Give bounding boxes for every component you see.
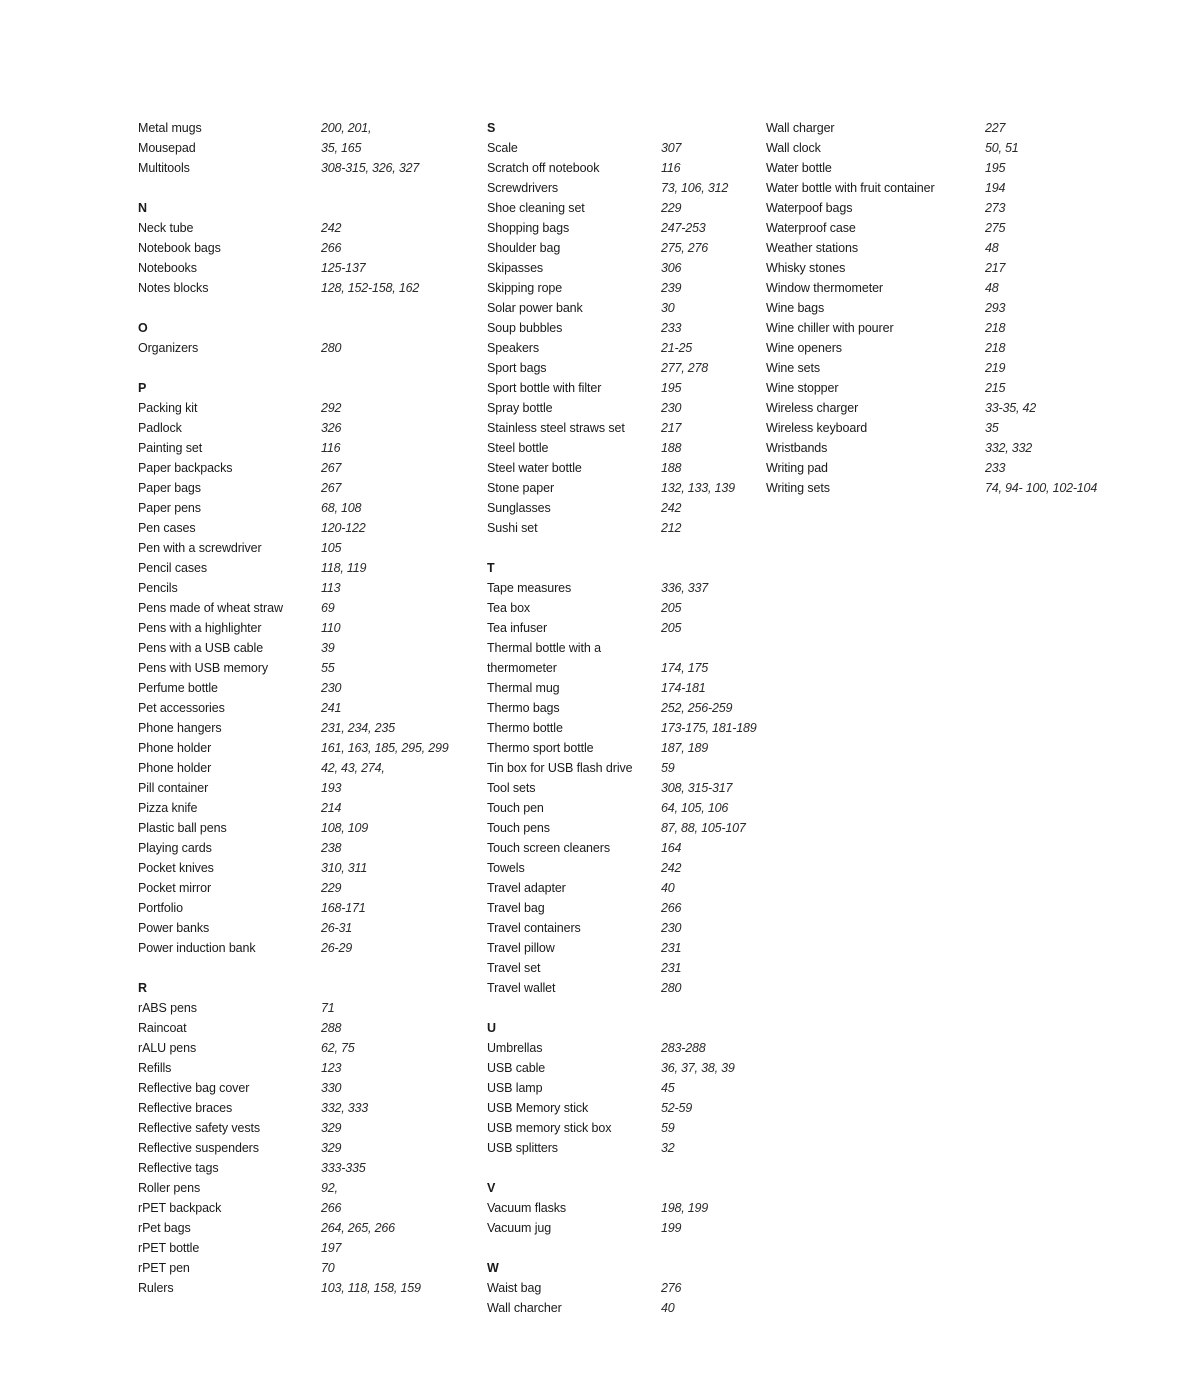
index-page-numbers: 197	[321, 1241, 342, 1255]
index-term: Rulers	[138, 1281, 174, 1295]
index-term: Wireless charger	[766, 401, 859, 415]
index-page-numbers: 267	[321, 461, 342, 475]
index-page-numbers: 33-35, 42	[985, 401, 1037, 415]
index-term: Stone paper	[487, 481, 555, 495]
index-page-numbers: 26-31	[321, 921, 352, 935]
index-term: Pens made of wheat straw	[138, 601, 283, 615]
index-page-numbers: 59	[661, 1121, 675, 1135]
index-term: Pizza knife	[138, 801, 198, 815]
index-term: Vacuum flasks	[487, 1201, 567, 1215]
index-page-numbers: 199	[661, 1221, 682, 1235]
index-term: Water bottle with fruit container	[766, 181, 935, 195]
index-page-numbers: 266	[661, 901, 682, 915]
index-page-numbers: 198, 199	[661, 1201, 709, 1215]
letter-heading-text: S	[487, 121, 496, 135]
index-page-numbers: 125-137	[321, 261, 366, 275]
index-page-numbers: 332, 332	[985, 441, 1033, 455]
index-term: Travel containers	[487, 921, 581, 935]
index-term: Wireless keyboard	[766, 421, 868, 435]
index-page-numbers: 193	[321, 781, 342, 795]
index-page-numbers: 173-175, 181-189	[661, 721, 757, 735]
index-page-numbers: 329	[321, 1141, 342, 1155]
index-term: Notes blocks	[138, 281, 209, 295]
index-page-numbers: 113	[321, 581, 341, 595]
index-term: Sunglasses	[487, 501, 551, 515]
index-page-numbers: 194	[985, 181, 1006, 195]
index-term: Neck tube	[138, 221, 194, 235]
letter-heading-text: T	[487, 561, 495, 575]
index-term: Stainless steel straws set	[487, 421, 625, 435]
index-page-numbers: 280	[321, 341, 342, 355]
index-page-numbers: 36, 37, 38, 39	[661, 1061, 735, 1075]
index-term: Pen cases	[138, 521, 196, 535]
index-term: Travel pillow	[487, 941, 555, 955]
index-page-numbers: 73, 106, 312	[661, 181, 729, 195]
index-page-numbers: 120-122	[321, 521, 366, 535]
index-page-numbers: 59	[661, 761, 675, 775]
index-page-numbers: 267	[321, 481, 342, 495]
index-term: Shoulder bag	[487, 241, 561, 255]
index-page-numbers: 333-335	[321, 1161, 366, 1175]
index-page-numbers: 229	[321, 881, 342, 895]
index-page-numbers: 118, 119	[321, 561, 367, 575]
index-page-numbers: 188	[661, 441, 682, 455]
index-term: Painting set	[138, 441, 203, 455]
index-page-numbers: 70	[321, 1261, 335, 1275]
index-page-numbers: 330	[321, 1081, 342, 1095]
index-term: Wine sets	[766, 361, 820, 375]
index-page-numbers: 52-59	[661, 1101, 692, 1115]
index-term: Pet accessories	[138, 701, 225, 715]
index-term: Spray bottle	[487, 401, 553, 415]
index-page-numbers: 329	[321, 1121, 342, 1135]
index-term: Padlock	[138, 421, 182, 435]
index-term: rPET bottle	[138, 1241, 200, 1255]
index-page-numbers: 283-288	[661, 1041, 706, 1055]
letter-heading-text: W	[487, 1261, 499, 1275]
index-term: Umbrellas	[487, 1041, 543, 1055]
index-page-numbers: 275, 276	[661, 241, 709, 255]
index-page-numbers: 105	[321, 541, 342, 555]
index-page-numbers: 266	[321, 1201, 342, 1215]
index-term: Wine chiller with pourer	[766, 321, 894, 335]
index-page-numbers: 233	[661, 321, 682, 335]
index-term: Portfolio	[138, 901, 183, 915]
index-page-numbers: 275	[985, 221, 1006, 235]
index-term: Metal mugs	[138, 121, 202, 135]
index-term: Tea box	[487, 601, 531, 615]
index-term: Steel water bottle	[487, 461, 582, 475]
index-term: Sushi set	[487, 521, 538, 535]
index-term: Waist bag	[487, 1281, 542, 1295]
index-page-numbers: 231	[661, 941, 682, 955]
index-page-numbers: 68, 108	[321, 501, 362, 515]
index-term: Shopping bags	[487, 221, 570, 235]
index-page-numbers: 42, 43, 274,	[321, 761, 385, 775]
index-term: Pill container	[138, 781, 209, 795]
index-term: Perfume bottle	[138, 681, 218, 695]
index-page-numbers: 64, 105, 106	[661, 801, 729, 815]
index-term: Tea infuser	[487, 621, 548, 635]
index-page-numbers: 108, 109	[321, 821, 369, 835]
index-term: Reflective braces	[138, 1101, 233, 1115]
index-term: thermometer	[487, 661, 557, 675]
index-page-numbers: 231	[661, 961, 682, 975]
index-term: Solar power bank	[487, 301, 583, 315]
index-term: Sport bottle with filter	[487, 381, 602, 395]
index-page-numbers: 241	[321, 701, 342, 715]
index-page-numbers: 229	[661, 201, 682, 215]
index-page-numbers: 164	[661, 841, 682, 855]
index-page-numbers: 242	[321, 221, 342, 235]
index-page-numbers: 30	[661, 301, 675, 315]
index-term: Writing pad	[766, 461, 828, 475]
index-term: Travel wallet	[487, 981, 556, 995]
index-term: Steel bottle	[487, 441, 549, 455]
index-term: rPET pen	[138, 1261, 190, 1275]
index-term: Roller pens	[138, 1181, 201, 1195]
letter-heading-text: V	[487, 1181, 496, 1195]
index-page-numbers: 277, 278	[661, 361, 709, 375]
index-page-numbers: 62, 75	[321, 1041, 355, 1055]
index-page-numbers: 87, 88, 105-107	[661, 821, 746, 835]
index-term: Waterproof case	[766, 221, 856, 235]
index-page-numbers: 21-25	[661, 341, 692, 355]
index-term: Reflective safety vests	[138, 1121, 261, 1135]
index-page-numbers: 230	[661, 921, 682, 935]
index-term: USB Memory stick	[487, 1101, 589, 1115]
index-page-numbers: 50, 51	[985, 141, 1019, 155]
index-term: Travel set	[487, 961, 541, 975]
index-page-numbers: 308, 315-317	[661, 781, 733, 795]
index-term: Wall charger	[766, 121, 835, 135]
index-page-numbers: 239	[661, 281, 682, 295]
index-page-numbers: 195	[661, 381, 682, 395]
index-term: Skipping rope	[487, 281, 563, 295]
index-term: Thermo bags	[487, 701, 560, 715]
index-term: Reflective tags	[138, 1161, 219, 1175]
index-term: Pocket mirror	[138, 881, 212, 895]
index-page-numbers: 218	[985, 341, 1006, 355]
index-page-numbers: 123	[321, 1061, 342, 1075]
index-page-numbers: 266	[321, 241, 342, 255]
index-term: Weather stations	[766, 241, 858, 255]
index-term: Pen with a screwdriver	[138, 541, 262, 555]
index-page-numbers: 227	[985, 121, 1006, 135]
index-page-numbers: 48	[985, 281, 999, 295]
letter-heading-text: P	[138, 381, 147, 395]
index-term: Pens with a highlighter	[138, 621, 262, 635]
index-page-numbers: 288	[321, 1021, 342, 1035]
index-page-numbers: 161, 163, 185, 295, 299	[321, 741, 449, 755]
index-term: rPET backpack	[138, 1201, 222, 1215]
index-term: Paper backpacks	[138, 461, 233, 475]
index-page-numbers: 214	[321, 801, 342, 815]
index-page-numbers: 103, 118, 158, 159	[321, 1281, 421, 1295]
index-term: Water bottle	[766, 161, 832, 175]
index-page-numbers: 238	[321, 841, 342, 855]
index-page-numbers: 332, 333	[321, 1101, 369, 1115]
index-term: Paper pens	[138, 501, 201, 515]
index-page-numbers: 92,	[321, 1181, 338, 1195]
index-term: Reflective suspenders	[138, 1141, 259, 1155]
index-term: Phone holder	[138, 761, 212, 775]
index-term: Reflective bag cover	[138, 1081, 250, 1095]
index-page-numbers: 292	[321, 401, 342, 415]
index-page-numbers: 71	[321, 1001, 335, 1015]
index-term: Wine bags	[766, 301, 825, 315]
index-term: Travel bag	[487, 901, 545, 915]
index-page-numbers: 242	[661, 501, 682, 515]
index-page-numbers: 230	[661, 401, 682, 415]
index-page-numbers: 280	[661, 981, 682, 995]
index-page-numbers: 32	[661, 1141, 675, 1155]
letter-heading-text: U	[487, 1021, 496, 1035]
index-term: USB memory stick box	[487, 1121, 612, 1135]
index-page-numbers: 217	[985, 261, 1006, 275]
index-term: Multitools	[138, 161, 190, 175]
index-term: Towels	[487, 861, 525, 875]
index-term: Touch pen	[487, 801, 544, 815]
index-page-numbers: 48	[985, 241, 999, 255]
index-page-numbers: 128, 152-158, 162	[321, 281, 420, 295]
index-page-numbers: 310, 311	[321, 861, 368, 875]
index-term: USB splitters	[487, 1141, 558, 1155]
index-term: Wall clock	[766, 141, 821, 155]
index-page-numbers: 252, 256-259	[661, 701, 733, 715]
letter-heading-text: O	[138, 321, 148, 335]
index-term: Soup bubbles	[487, 321, 563, 335]
index-term: Pens with USB memory	[138, 661, 268, 675]
index-term: Scratch off notebook	[487, 161, 600, 175]
index-term: Raincoat	[138, 1021, 187, 1035]
letter-heading-text: N	[138, 201, 147, 215]
index-term: Phone hangers	[138, 721, 222, 735]
index-page-numbers: 336, 337	[661, 581, 709, 595]
index-page-numbers: 205	[661, 621, 682, 635]
index-page-numbers: 74, 94- 100, 102-104	[985, 481, 1098, 495]
index-term: Thermal bottle with a	[487, 641, 601, 655]
index-term: Touch screen cleaners	[487, 841, 610, 855]
index-page-numbers: 188	[661, 461, 682, 475]
index-page-numbers: 205	[661, 601, 682, 615]
index-page-numbers: 217	[661, 421, 682, 435]
index-term: Plastic ball pens	[138, 821, 227, 835]
index-term: Touch pens	[487, 821, 550, 835]
index-term: Power banks	[138, 921, 210, 935]
index-term: USB lamp	[487, 1081, 543, 1095]
index-term: Power induction bank	[138, 941, 256, 955]
index-page-numbers: 174, 175	[661, 661, 709, 675]
index-page-numbers: 326	[321, 421, 342, 435]
index-term: Thermo bottle	[487, 721, 563, 735]
index-term: Tin box for USB flash drive	[487, 761, 633, 775]
index-page-numbers: 187, 189	[661, 741, 709, 755]
index-term: Mousepad	[138, 141, 196, 155]
index-page-numbers: 230	[321, 681, 342, 695]
index-term: Thermo sport bottle	[487, 741, 594, 755]
index-term: Wine openers	[766, 341, 842, 355]
index-term: Packing kit	[138, 401, 198, 415]
index-page-numbers: 132, 133, 139	[661, 481, 735, 495]
index-term: Tape measures	[487, 581, 572, 595]
index-term: Pencil cases	[138, 561, 207, 575]
index-page-numbers: 247-253	[661, 221, 706, 235]
index-term: Notebooks	[138, 261, 197, 275]
index-term: Speakers	[487, 341, 540, 355]
index-page-numbers: 215	[985, 381, 1006, 395]
index-term: Refills	[138, 1061, 172, 1075]
index-page-numbers: 293	[985, 301, 1006, 315]
index-term: Shoe cleaning set	[487, 201, 585, 215]
index-term: Sport bags	[487, 361, 547, 375]
index-term: Notebook bags	[138, 241, 221, 255]
index-page-numbers: 174-181	[661, 681, 706, 695]
index-term: Wristbands	[766, 441, 828, 455]
index-term: rALU pens	[138, 1041, 197, 1055]
index-term: rABS pens	[138, 1001, 197, 1015]
index-term: Wine stopper	[766, 381, 839, 395]
index-page-numbers: 233	[985, 461, 1006, 475]
index-page-numbers: 219	[985, 361, 1006, 375]
index-page-numbers: 273	[985, 201, 1006, 215]
index-page-numbers: 39	[321, 641, 335, 655]
index-page-numbers: 308-315, 326, 327	[321, 161, 420, 175]
index-page-numbers: 307	[661, 141, 682, 155]
index-term: Tool sets	[487, 781, 536, 795]
index-page-numbers: 35, 165	[321, 141, 362, 155]
index-term: Phone holder	[138, 741, 212, 755]
index-term: Skipasses	[487, 261, 544, 275]
index-term: Window thermometer	[766, 281, 883, 295]
index-page-numbers: 168-171	[321, 901, 366, 915]
index-page-numbers: 45	[661, 1081, 675, 1095]
index-term: Pens with a USB cable	[138, 641, 264, 655]
index-term: Scale	[487, 141, 518, 155]
index-term: Vacuum jug	[487, 1221, 552, 1235]
index-page-numbers: 26-29	[321, 941, 352, 955]
index-term: Pencils	[138, 581, 178, 595]
index-term: Thermal mug	[487, 681, 560, 695]
index-term: Screwdrivers	[487, 181, 559, 195]
index-page-numbers: 69	[321, 601, 335, 615]
index-page-numbers: 306	[661, 261, 682, 275]
index-page-numbers: 212	[661, 521, 682, 535]
index-page-numbers: 218	[985, 321, 1006, 335]
index-page-numbers: 195	[985, 161, 1006, 175]
index-term: rPet bags	[138, 1221, 191, 1235]
index-page-numbers: 242	[661, 861, 682, 875]
index-term: Playing cards	[138, 841, 212, 855]
letter-heading-text: R	[138, 981, 147, 995]
index-term: Wall charcher	[487, 1301, 562, 1315]
index-term: Waterpoof bags	[766, 201, 853, 215]
index-page-numbers: 231, 234, 235	[321, 721, 395, 735]
index-term: Travel adapter	[487, 881, 566, 895]
index-page-numbers: 40	[661, 1301, 675, 1315]
index-term: Paper bags	[138, 481, 201, 495]
index-page-numbers: 276	[661, 1281, 682, 1295]
index-term: Pocket knives	[138, 861, 214, 875]
index-term: USB cable	[487, 1061, 546, 1075]
index-page-numbers: 264, 265, 266	[321, 1221, 395, 1235]
index-page-numbers: 116	[321, 441, 341, 455]
index-term: Whisky stones	[766, 261, 846, 275]
index-page-numbers: 200, 201,	[321, 121, 372, 135]
index-page-numbers: 116	[661, 161, 681, 175]
index-term: Organizers	[138, 341, 199, 355]
index-term: Writing sets	[766, 481, 830, 495]
index-page-numbers: 110	[321, 621, 341, 635]
index-page-numbers: 40	[661, 881, 675, 895]
index-page-numbers: 35	[985, 421, 999, 435]
index-page-numbers: 55	[321, 661, 335, 675]
